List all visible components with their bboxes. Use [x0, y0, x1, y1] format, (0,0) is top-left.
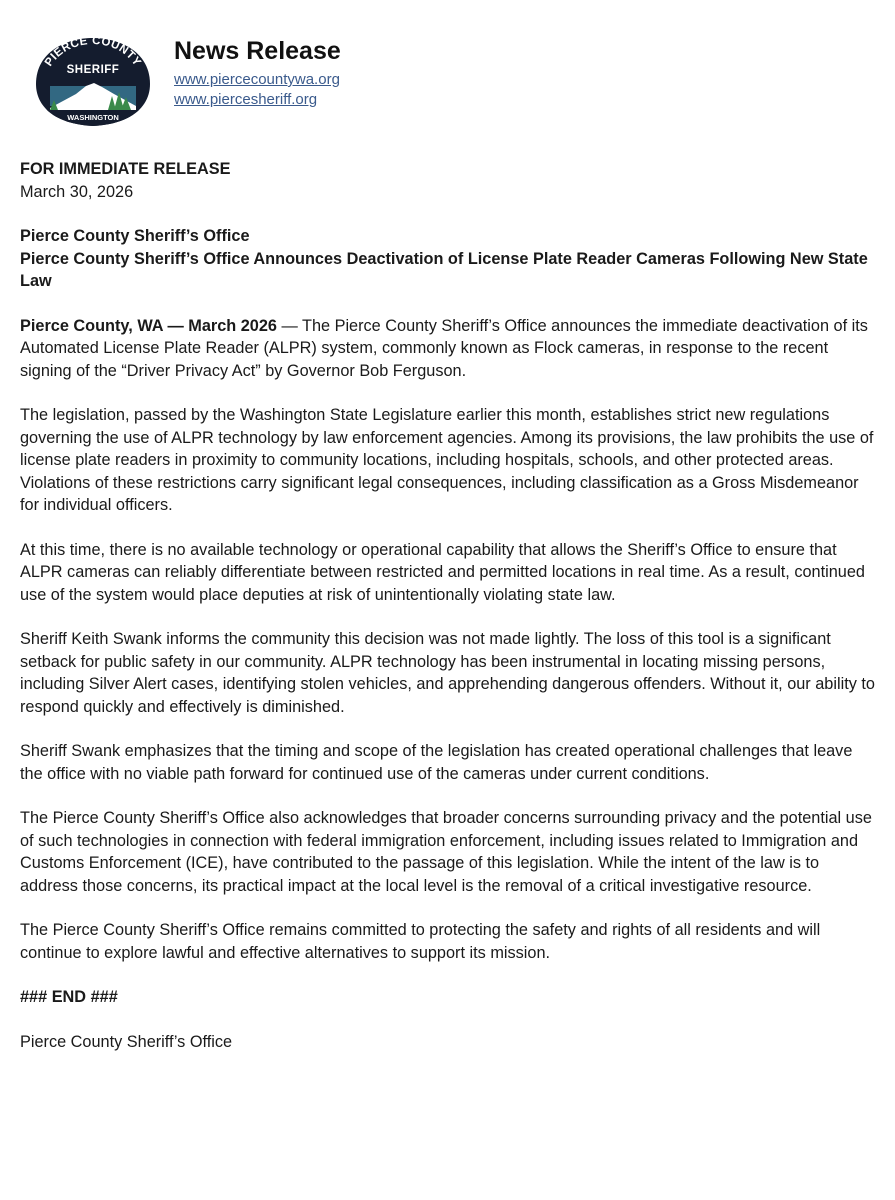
- header: [174, 36, 341, 110]
- release-date: March 30, 2026: [20, 182, 134, 201]
- logo-middle-text: SHERIFF: [66, 64, 120, 76]
- paragraph-4: Sheriff Keith Swank informs the community this decision was not made lightly. The loss of this tool is a significant setback for public safety in our community. ALPR technology has been instrumental in locating missing persons, including Silver Alert cases, identifying stolen vehicles, and apprehending dangerous offenders. Without it, our ability to respond quickly and effectively is diminished.: [20, 630, 875, 716]
- paragraph-2: The legislation, passed by the Washington State Legislature earlier this month, establishes strict new regulations governing the use of ALPR technology by law enforcement agencies. Among its provisions, the law prohibits the use of license plate readers in proximity to community locations, including hospitals, schools, and other protected areas. Violations of these restrictions carry significant legal consequences, including classification as a Gross Misdemeanor for individual officers.: [20, 406, 874, 514]
- paragraph-6: The Pierce County Sheriff’s Office also acknowledges that broader concerns surrounding privacy and the potential use of such technologies in connection with federal immigration enforcement, including issues related to Immigration and Customs Enforcement (ICE), have contributed to the passage of this legislation. While the intent of the law is to address those concerns, its practical impact at the local level is the removal of a critical investigative resource.: [20, 809, 872, 895]
- end-marker: ### END ###: [20, 988, 118, 1006]
- release-label: FOR IMMEDIATE RELEASE: [20, 160, 231, 178]
- paragraph-3: At this time, there is no available technology or operational capability that allows the Sheriff’s Office to ensure that ALPR cameras can reliably differentiate between restricted and permitted locations in real time. As a result, continued use of the system would place deputies at risk of unintentionally violating state law.: [20, 540, 865, 604]
- county-website-link[interactable]: www.piercecountywa.org: [174, 71, 340, 88]
- logo-top-text: PIERCE COUNTY: [42, 34, 144, 69]
- release-content: [20, 158, 878, 1053]
- sheriff-badge-logo: [28, 34, 158, 130]
- release-headline: Pierce County Sheriff’s Office Announces Deactivation of License Plate Reader Cameras Following New State Law: [20, 249, 868, 290]
- page-title: News Release: [174, 37, 341, 65]
- paragraph-1: [20, 315, 878, 383]
- logo-bottom-text: WASHINGTON: [67, 113, 119, 122]
- paragraph-5: Sheriff Swank emphasizes that the timing and scope of the legislation has created operational challenges that leave the office with no viable path forward for continued use of the cameras under current conditions.: [20, 742, 853, 783]
- paragraph-7: The Pierce County Sheriff’s Office remains committed to protecting the safety and rights of all residents and will continue to explore lawful and effective alternatives to support its mission.: [20, 921, 821, 962]
- paragraph-1-text: — The Pierce County Sheriff’s Office announces the immediate deactivation of its Automated License Plate Reader (ALPR) system, commonly known as Flock cameras, in response to the recent signing of the “Driver Privacy Act” by Governor Bob Ferguson.: [20, 316, 868, 380]
- release-agency: Pierce County Sheriff’s Office: [20, 227, 250, 245]
- dateline: Pierce County, WA — March 2026: [20, 316, 277, 335]
- signature: Pierce County Sheriff’s Office: [20, 1032, 233, 1051]
- sheriff-website-link[interactable]: www.piercesheriff.org: [174, 91, 318, 108]
